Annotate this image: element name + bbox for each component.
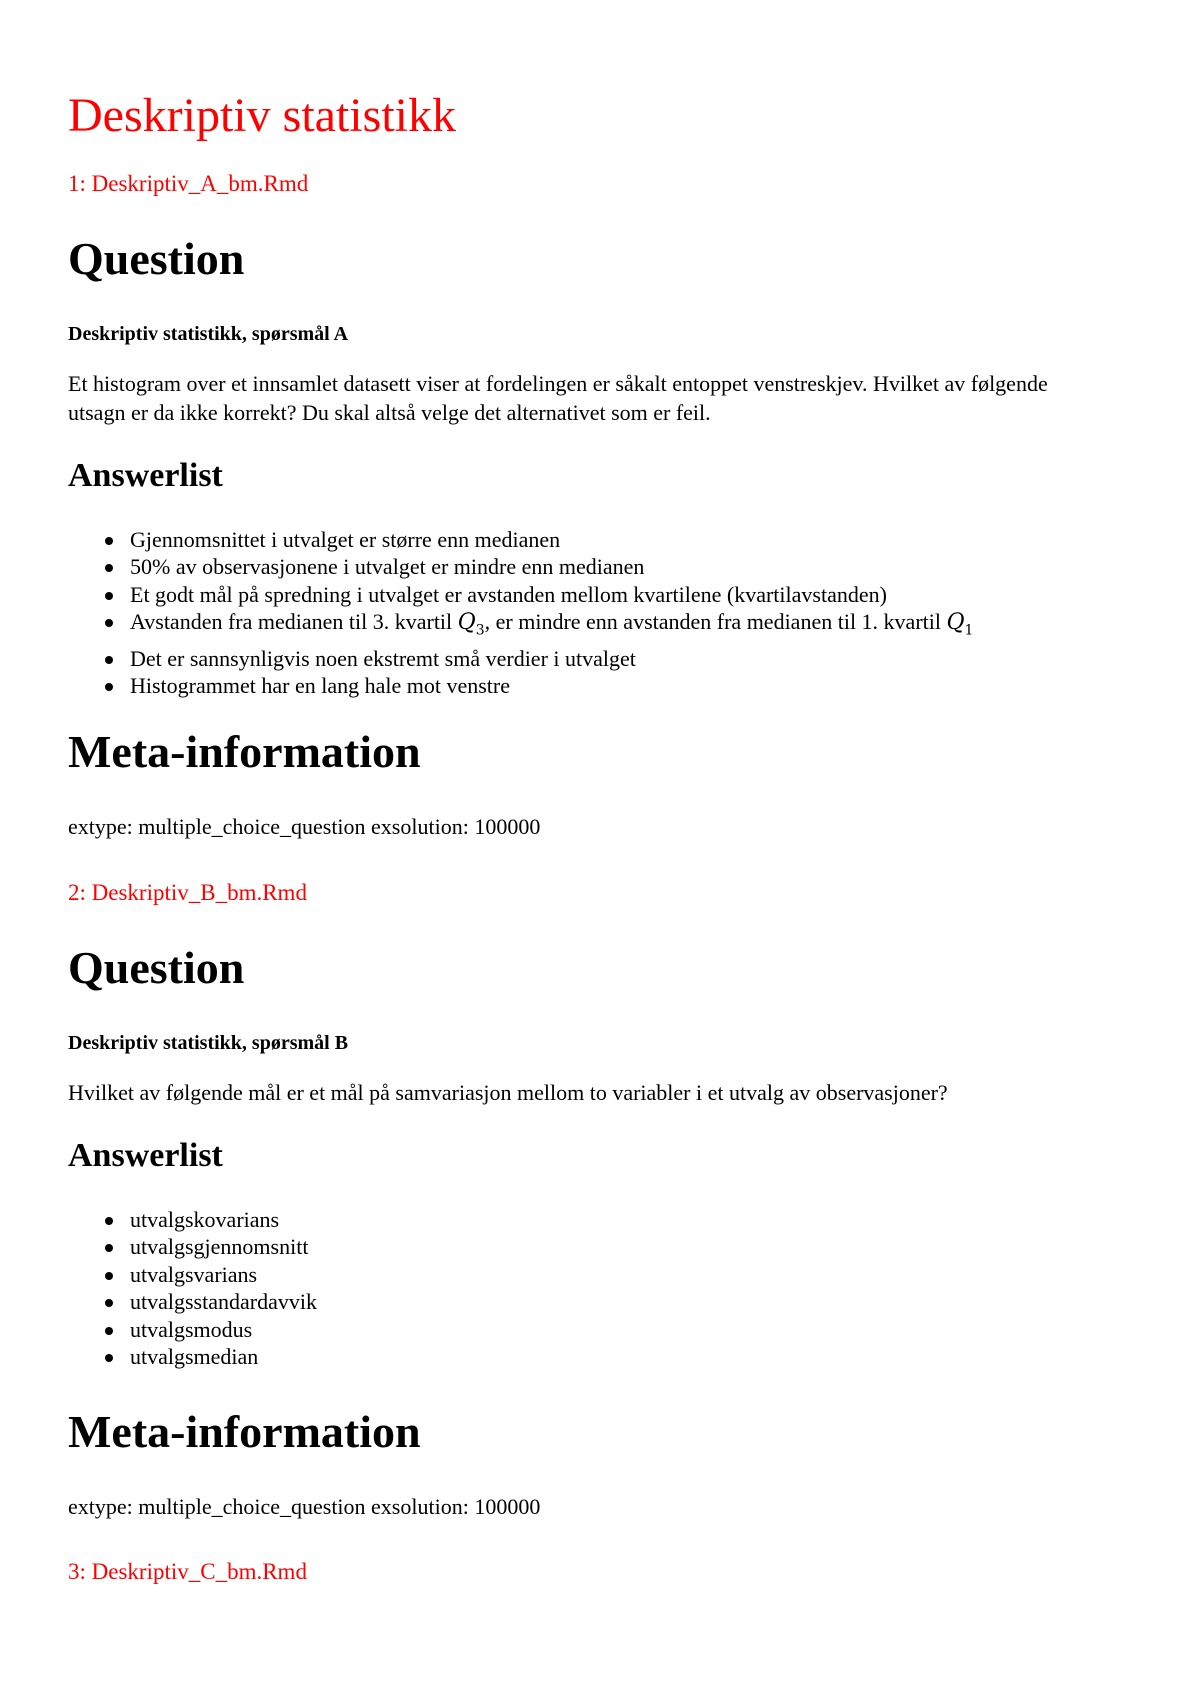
- bullet-icon: [105, 537, 113, 545]
- list-item: [68, 526, 973, 553]
- bullet-icon: [105, 1244, 113, 1252]
- exercise-2-question-heading: Question: [68, 942, 245, 993]
- bullet-icon: [105, 683, 113, 691]
- exercise-2-answer-list: [68, 1206, 317, 1370]
- answer-text: Det er sannsynligvis noen ekstremt små verdier i utvalget: [130, 646, 636, 672]
- answer-text: utvalgskovarians: [130, 1207, 280, 1232]
- list-item: [68, 1316, 317, 1343]
- exercise-2-answerlist-heading: Answerlist: [68, 1137, 223, 1174]
- bullet-icon: [105, 619, 113, 627]
- list-item: [68, 1233, 317, 1260]
- exercise-1-answerlist-heading: Answerlist: [68, 457, 223, 494]
- exercise-1-file-label: 1: Deskriptiv_A_bm.Rmd: [68, 171, 309, 196]
- exercise-1-subtitle: Deskriptiv statistikk, spørsmål A: [68, 323, 349, 345]
- bullet-icon: [105, 564, 113, 572]
- exercise-2-meta-heading: Meta-information: [68, 1406, 421, 1457]
- bullet-icon: [105, 1217, 113, 1225]
- answer-text: 50% av observasjonene i utvalget er mindre enn medianen: [130, 554, 645, 580]
- exercise-1-question-text: Et histogram over et innsamlet datasett viser at fordelingen er såkalt entoppet venstreskjev. Hvilket av følgende utsagn er da ikke korrekt? Du skal altså velge det alternativet som er feil.: [68, 371, 1048, 425]
- answer-text: utvalgsgjennomsnitt: [130, 1234, 309, 1260]
- math-q3: [457, 610, 485, 639]
- list-item: [68, 1206, 317, 1233]
- answer-text: utvalgsvarians: [130, 1261, 258, 1287]
- answer-text: utvalgsmedian: [130, 1344, 259, 1370]
- list-item: [68, 1288, 317, 1315]
- bullet-icon: [105, 1327, 113, 1335]
- answer-text: utvalgsstandardavvik: [130, 1289, 317, 1315]
- exercise-1-answer-list: [68, 526, 973, 700]
- exercise-1-meta-heading: Meta-information: [68, 726, 421, 777]
- bullet-icon: [105, 592, 113, 600]
- math-symbol: Q: [457, 610, 476, 636]
- answer-text-part: Avstanden fra medianen til 3. kvartil: [130, 609, 458, 635]
- exercise-2-question-text: Hvilket av følgende mål er et mål på samvariasjon mellom to variabler i et utvalg av observasjoner?: [68, 1080, 948, 1105]
- answer-text: utvalgsmodus: [130, 1316, 253, 1342]
- bullet-icon: [105, 656, 113, 664]
- bullet-icon: [105, 1272, 113, 1280]
- document-title: Deskriptiv statistikk: [68, 89, 456, 142]
- list-item: [68, 1261, 317, 1288]
- answer-text-part: , er mindre enn avstanden fra medianen til 1. kvartil: [484, 609, 947, 635]
- math-symbol: Q: [946, 610, 965, 636]
- exercise-1-question-heading: Question: [68, 233, 245, 284]
- answer-text: Histogrammet har en lang hale mot venstre: [130, 673, 510, 699]
- exercise-3-file-label: 3: Deskriptiv_C_bm.Rmd: [68, 1559, 307, 1584]
- exercise-2-file-label: 2: Deskriptiv_B_bm.Rmd: [68, 880, 307, 905]
- list-item: [68, 1343, 317, 1370]
- math-subscript: 3: [475, 622, 485, 639]
- answer-text: Et godt mål på spredning i utvalget er avstanden mellom kvartilene (kvartilavstanden): [130, 581, 887, 607]
- bullet-icon: [105, 1354, 113, 1362]
- exercise-2-subtitle: Deskriptiv statistikk, spørsmål B: [68, 1032, 349, 1054]
- list-item: [68, 645, 973, 672]
- math-subscript: 1: [964, 622, 974, 639]
- bullet-icon: [105, 1299, 113, 1307]
- math-q1: [946, 610, 974, 639]
- list-item: [68, 672, 973, 699]
- answer-text: Gjennomsnittet i utvalget er større enn medianen: [130, 527, 561, 552]
- exercise-1-meta-text: extype: multiple_choice_question exsolution: 100000: [68, 814, 541, 839]
- list-item: [68, 608, 973, 645]
- list-item: [68, 553, 973, 580]
- list-item: [68, 581, 973, 608]
- exercise-2-meta-text: extype: multiple_choice_question exsolution: 100000: [68, 1494, 541, 1519]
